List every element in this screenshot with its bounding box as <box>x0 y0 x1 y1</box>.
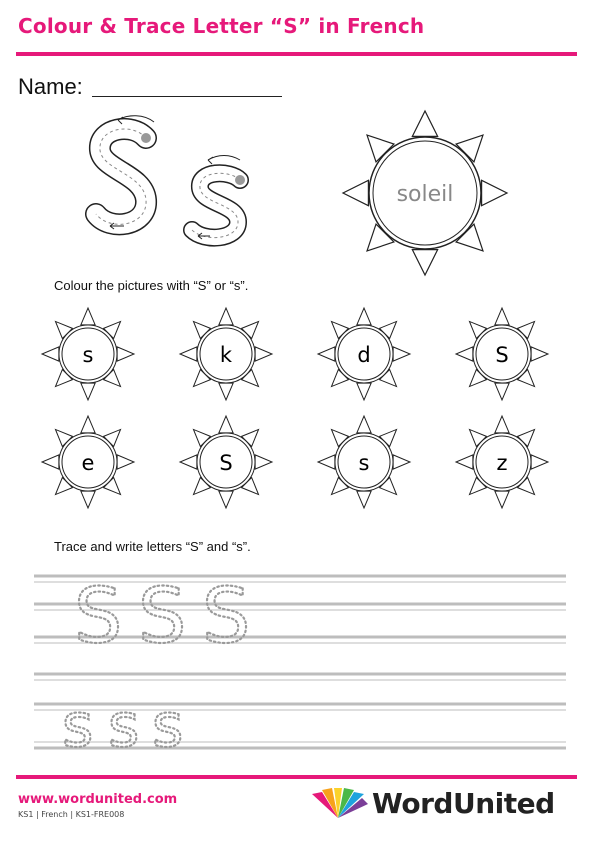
name-write-line[interactable] <box>92 96 282 97</box>
sun-picture[interactable] <box>456 416 548 508</box>
handwriting-practice-area[interactable] <box>30 562 570 762</box>
sun-ray <box>117 347 134 361</box>
sun-letter: S <box>219 451 233 475</box>
sun-picture[interactable] <box>180 308 272 400</box>
sun-ray <box>357 491 371 508</box>
sun-ray <box>393 455 410 469</box>
sun-ray <box>357 383 371 400</box>
tracing-letter: S <box>202 571 251 660</box>
tracing-letter: s <box>152 691 184 761</box>
sun-ray <box>393 347 410 361</box>
tracing-letter: S <box>74 571 123 660</box>
sun-ray <box>318 455 335 469</box>
name-label: Name: <box>18 74 83 99</box>
sun-ray <box>117 455 134 469</box>
footer-worksheet-code: KS1 | French | KS1-FRE008 <box>18 810 125 819</box>
sun-ray <box>456 455 473 469</box>
header-divider <box>16 52 577 56</box>
sun-ray <box>255 347 272 361</box>
sun-ray <box>219 416 233 433</box>
sun-ray <box>412 250 437 275</box>
sun-picture[interactable] <box>318 416 410 508</box>
sun-ray <box>412 111 437 136</box>
sun-letter: S <box>495 343 509 367</box>
sun-ray <box>495 491 509 508</box>
tracing-letter: S <box>138 571 187 660</box>
wordunited-logo-icon <box>308 788 368 820</box>
sun-ray <box>357 308 371 325</box>
sun-letter: e <box>81 451 95 475</box>
sun-letter: d <box>357 343 371 367</box>
sun-ray <box>219 308 233 325</box>
sun-letter: k <box>219 343 233 367</box>
sun-ray <box>357 416 371 433</box>
hero-letters <box>80 108 280 258</box>
sun-picture[interactable] <box>180 416 272 508</box>
sun-letter: s <box>358 451 370 475</box>
hero-sun-picture[interactable] <box>340 108 510 283</box>
sun-picture[interactable] <box>42 416 134 508</box>
sun-picture[interactable] <box>456 308 548 400</box>
sun-ray <box>42 455 59 469</box>
sun-ray <box>180 347 197 361</box>
sun-ray <box>219 491 233 508</box>
tracing-letter: s <box>108 691 140 761</box>
sun-ray <box>456 347 473 361</box>
sun-ray <box>81 308 95 325</box>
start-dot-icon <box>141 133 151 143</box>
sun-ray <box>343 180 368 205</box>
footer-divider <box>16 775 577 779</box>
sun-ray <box>81 491 95 508</box>
sun-ray <box>42 347 59 361</box>
trace-instruction: Trace and write letters “S” and “s”. <box>54 539 251 554</box>
start-dot-icon <box>235 175 245 185</box>
sun-ray <box>482 180 507 205</box>
sun-ray <box>219 383 233 400</box>
worksheet-title: Colour & Trace Letter “S” in French <box>18 14 425 38</box>
sun-ray <box>495 383 509 400</box>
sun-letter: z <box>496 451 508 475</box>
sun-ray <box>495 416 509 433</box>
sun-picture-grid <box>0 296 595 526</box>
sun-ray <box>531 347 548 361</box>
sun-picture[interactable] <box>42 308 134 400</box>
sun-letter: s <box>82 343 94 367</box>
footer-website-link[interactable]: www.wordunited.com <box>18 792 178 807</box>
tracing-letter: s <box>62 691 94 761</box>
brand-name: WordUnited <box>372 787 555 820</box>
sun-ray <box>180 455 197 469</box>
hero-word: soleil <box>396 182 454 207</box>
sun-ray <box>81 416 95 433</box>
sun-ray <box>495 308 509 325</box>
sun-picture[interactable] <box>318 308 410 400</box>
colour-instruction: Colour the pictures with “S” or “s”. <box>54 278 249 293</box>
sun-ray <box>255 455 272 469</box>
sun-ray <box>81 383 95 400</box>
sun-ray <box>318 347 335 361</box>
sun-ray <box>531 455 548 469</box>
